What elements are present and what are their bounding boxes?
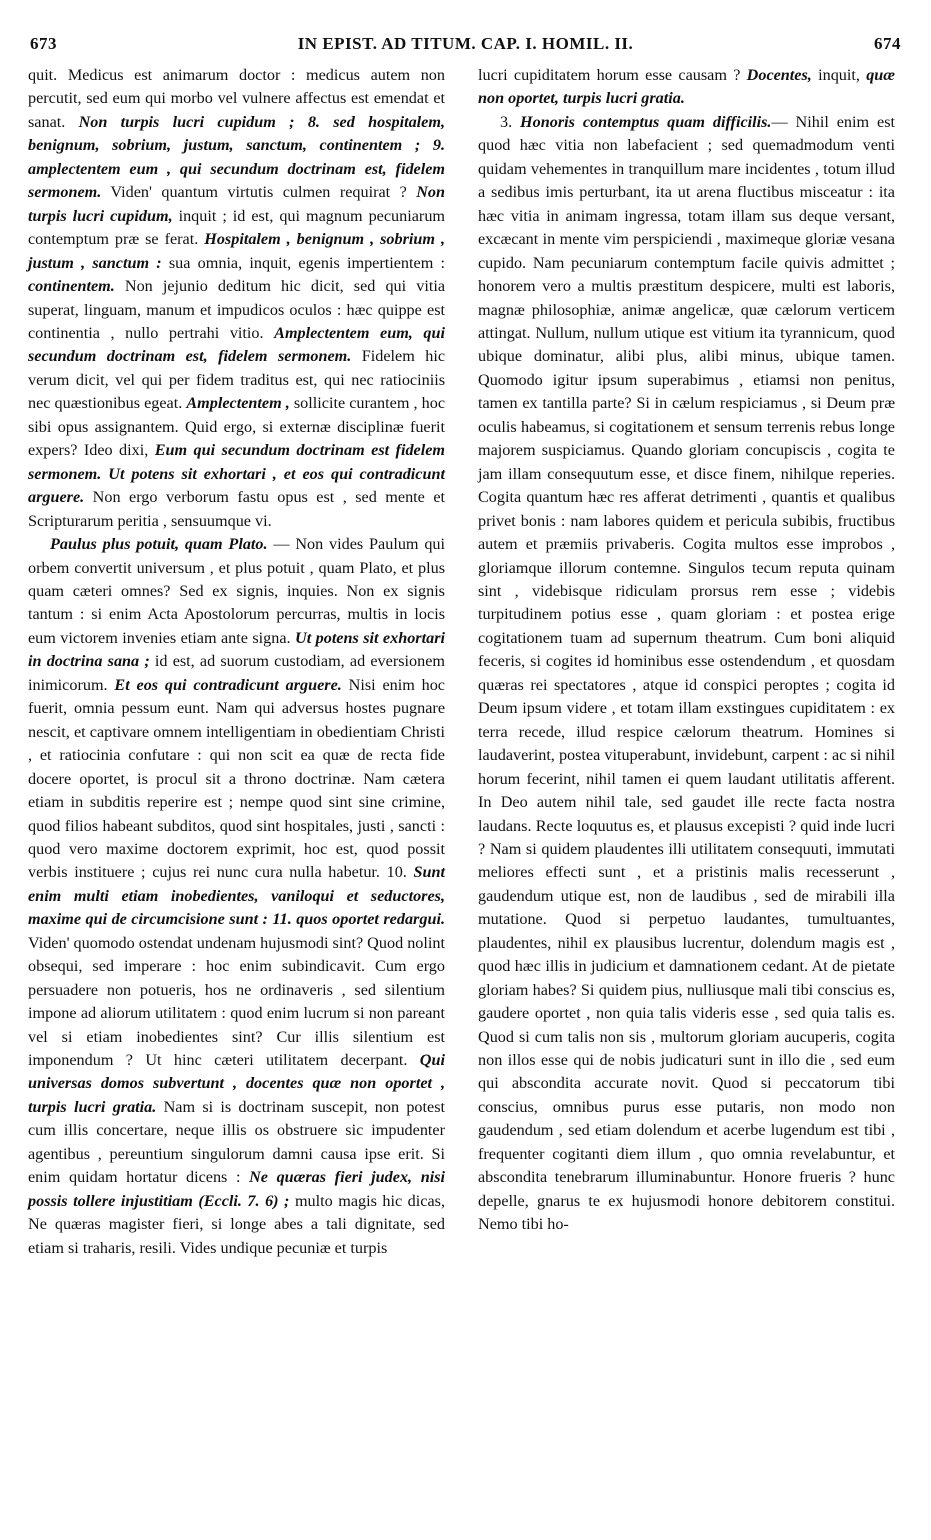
italic-text: Non turpis lucri cupidum, [28, 183, 445, 225]
italic-text: Eum qui secundum doctrinam est fidelem sermonem. Ut potens sit exhortari , et eos qui contradicunt arguere. [28, 441, 445, 507]
italic-text: Hospitalem , benignum , sobrium , justum , sanctum : [28, 230, 445, 272]
body-text: lucri cupiditatem horum esse causam ? [478, 66, 747, 84]
italic-text: Paulus plus potuit, quam Plato. [50, 535, 268, 554]
body-text: Viden' quantum virtutis culmen requirat ? [101, 183, 417, 202]
italic-text: Ut potens sit exhortari in doctrina sana ; [28, 628, 445, 671]
body-text: Nam si is doctrinam suscepit, non potest cum illis concertare, neque illis os obstruere sic impudenter agentibus , pereuntium singulorum damni causa ipse erit. Si enim quidam hortatur dicens : [28, 1097, 445, 1187]
paragraph [28, 533, 445, 1260]
body-text: Viden' quomodo ostendat undenam hujusmodi sint? Quod nolint obsequi, sed imperare : hoc enim subindicavit. Cum ergo persuadere non potueris, hos ne ordinaveris , sed silentium impone ad aliorum utilitatem : quod enim lucrum si non pareant vel si etiam inobedientes sint? Cur illis silentium est imponendum ? Ut hinc cæteri utilitatem decerpant. [28, 933, 445, 1070]
italic-text: continentem. [28, 277, 115, 296]
body-text: Non jejunio deditum hic dicit, sed qui vitia superat, linguam, manum et impudicos oculos : hæc quippe est continentia , nullo pertrahi vitio. [28, 277, 445, 342]
paragraph [478, 64, 895, 111]
italic-text: Et eos qui contradicunt arguere. [114, 675, 342, 694]
body-text: inquit, [811, 66, 867, 84]
body-text: — Nihil enim est quod hæc vitia non labefacient ; sed quemadmodum venti quidam vehementes in tranquillum mare incidentes , totum illud a sedibus imis perturbant, ita ut arena fluctibus misceatur : ita hæc vitia in animam ingressa, totam illam sus deque versant, excæcant in mente vim perspiciendi , maximeque gloriæ vesana cupido. Nam pecuniarum contemptum facile quivis admittet ; honorem vero a multis præstitum despicere, multi est laboris, magnæ philosophiæ, animæ angelicæ, quæ cælorum verticem attingat. Nullum, nullum utique est vitium ita tyrannicum, quod ubique dominatur, alibi plus, alibi minus, ubique tamen. Quomodo igitur ipsum superabimus , etiamsi non penitus, tamen ex tantilla parte? Si in cælum respiciamus , si Deum præ oculis habeamus, si cogitationem et sensum terrenis rebus longe majorem suspiciamus. Quando gloriam concupiscis , cogita te jam illam consequutum esse, et disce finem, nihilque reperies. Cogita quantum hæc res afferat detrimenti , quantis et qualibus privet bonis : nam labores quidem et pericula subibis, fructibus autem et præmiis privaberis. Cogita multos esse improbos , gloriamque illorum contemne. Singulos tecum reputa quinam sint , videbisque ridiculam prorsus rem esse ; videbis turpitudinem potius esse , quam gloriam : et postea erige cogitationem tuam ad supernum theatrum. Cum boni aliquid feceris, si cogites id hominibus esse ostendendum , et quosdam quæras rei spectatores , atque id conspici peroptes ; cogita id Deum ipsum videre , et totam illam exstingues cupiditatem : ex terra recede, illud respice cælorum theatrum. Homines si laudaverint, postea vituperabunt, invidebunt, carpent : ac si nihil horum fecerint, nihil tamen ei quem laudant utilitatis afferent. In Deo autem nihil tale, sed gaudet ille recte facta nostra laudans. Recte loquutus es, et plausus excepisti ? quid inde lucri ? Nam si quidem plaudentes illi utilitatem consequuti, immutati meliores effecti sunt , et a pristinis malis recesserunt , gaudendum utique est, non de laudibus , sed de mirabili illa mutatione. Quod si perpetuo laudantes, tumultuantes, plaudentes, nihil ex plausibus lucrentur, dolendum magis est , quod hæc illis in judicium et damnationem cedant. At de pietate gloriam habes? Si quidem pius, nulliusque mali tibi conscius es, gaudere oportet , non quia talis videris esse , sed quia talis es. Quod si cum talis non sis , multorum gloriam aucuperis, cogita non illos esse qui de nobis judicaturi sunt in illo die , sed eum qui abscondita accurate novit. Quod si peccatorum tibi conscius, omnibus purus esse putaris, non modo non gaudendum , sed etiam dolendum et acerbe lugendum est tibi , frequenter cogitanti diem illum , quo omnia revelabuntur, et abscondita tenebrarum illuminabuntur. Honore frueris ? hunc depelle, gnarus te ex hujusmodi honore debitorem constitui. Nemo tibi ho- [478, 112, 895, 1234]
page-number-right: 674 [874, 34, 901, 53]
body-text: Nisi enim hoc fuerit, omnia pessum eunt. Nam qui adversus hostes pugnare nescit, et captivare omnem intelligentiam in obedientiam Christi , et ratiocinia confutare : qui non scit ea quæ de recta fide docere oportet, is procul sit a throno doctrinæ. Nam cætera etiam in subditis reperire est ; nempe quod sint sine crimine, quod filios habeant subditos, quod sint hospitales, justi , sancti : quod vero maxime doctorem exprimit, hoc est, quod possit verbis instituere ; cujus rei nunc cura nulla habetur. 10. [28, 675, 445, 882]
body-text: multo magis hic dicas, Ne quæras magister fieri, si longe abes a tali dignitate, sed etiam si traharis, resili. Vides undique pecuniæ et turpis [28, 1191, 445, 1257]
paragraph [28, 64, 445, 533]
body-text: 3. [500, 112, 521, 131]
running-title: IN EPIST. AD TITUM. CAP. I. HOMIL. II. [297, 34, 634, 53]
body-text: Non ergo verborum fastu opus est , sed mente et Scripturarum peritia , sensuumque vi. [28, 488, 445, 530]
paragraph [478, 111, 895, 1237]
page-number-left: 673 [30, 34, 57, 53]
italic-text: Docentes, [746, 66, 812, 84]
italic-text: Sunt enim multi etiam inobedientes, vaniloqui et seductores, maxime qui de circumcisione sunt : 11. quos oportet redargui. [28, 863, 445, 929]
body-text: Fidelem hic verum dicit, vel qui per fidem traditus est, qui nec ratiociniis nec quæstionibus egeat. [28, 347, 446, 413]
body-text: quit. Medicus est animarum doctor : medicus autem non percutit, sed eum qui morbo vel vulnere affectus est emendat et sanat. [28, 66, 445, 131]
body-text: sua omnia, inquit, egenis impertientem : [161, 253, 445, 272]
body-text: — Non vides Paulum qui orbem convertit universum , et plus potuit , quam Plato, et plus quam cæteri omnes? Sed ex signis, inquies. Non ex signis tantum : si enim Acta Apostolorum percurras, multis in locis eum victorem invenies etiam ante signa. [28, 535, 445, 647]
right-column [478, 64, 895, 1237]
body-text: id est, ad suorum custodiam, ad eversionem inimicorum. [28, 652, 445, 694]
italic-text: Non turpis lucri cupidum ; 8. sed hospitalem, benignum, sobrium, justum, sanctum, continentem ; 9. amplectentem eum , qui secundum doctrinam est, fidelem sermonem. [28, 112, 445, 202]
italic-text: Honoris contemptus quam difficilis. [520, 112, 772, 131]
italic-text: Amplectentem eum, qui secundum doctrinam est, fidelem sermonem. [28, 323, 445, 366]
left-column [28, 64, 445, 1260]
italic-text: Ne quæras fieri judex, nisi possis tollere injustitiam (Eccli. 7. 6) ; [28, 1168, 445, 1210]
running-header [28, 34, 903, 58]
italic-text: Qui universas domos subvertunt , docentes quæ non oportet , turpis lucri gratia. [28, 1051, 445, 1116]
body-text: inquit ; id est, qui magnum pecuniarum contemptum præ se ferat. [28, 206, 446, 249]
italic-text: quæ non oportet, turpis lucri gratia. [478, 66, 895, 108]
body-text: sollicite curantem , hoc sibi opus assignantem. Quid ergo, si externæ disciplinæ fuerit expers? Ideo dixi, [28, 394, 446, 460]
italic-text: Amplectentem , [186, 394, 290, 413]
